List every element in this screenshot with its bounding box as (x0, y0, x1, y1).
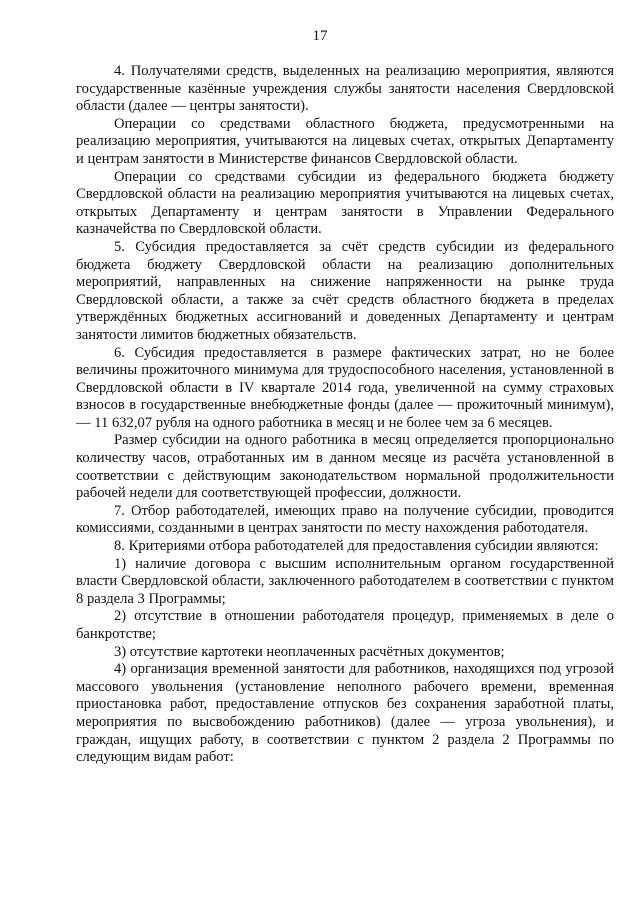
criterion-4-temporary-employment: 4) организация временной занятости для работников, находящихся под угрозой массового увольнения (установление неполного рабочего времени, временная приостановка работ, предоставление отпусков без сохранения заработной платы, мероприятия по высвобождению работников) (далее — угроза увольнения), и граждан, ищущих работу, в соответствии с пунктом 2 раздела 2 Программы по следующим видам работ: (76, 661, 614, 766)
paragraph-regional-budget-operations: Операции со средствами областного бюджета, предусмотренными на реализацию мероприятия, учитываются на лицевых счетах, открытых Департаменту и центрам занятости в Министерстве финансов Свердловской области. (76, 115, 614, 167)
paragraph-4-recipients: 4. Получателями средств, выделенных на реализацию мероприятия, являются государственные казённые учреждения службы занятости населения Свердловской области (далее — центры занятости). (76, 63, 614, 115)
page-number: 17 (312, 28, 328, 44)
document-body (76, 63, 614, 767)
paragraph-7-employer-selection: 7. Отбор работодателей, имеющих право на получение субсидии, проводится комиссиями, созданными в центрах занятости по месту нахождения работодателя. (76, 502, 614, 537)
paragraph-8-selection-criteria: 8. Критериями отбора работодателей для предоставления субсидии являются: (114, 538, 599, 555)
paragraph-federal-subsidy-operations: Операции со средствами субсидии из федерального бюджета бюджету Свердловской области на реализацию мероприятия учитываются на лицевых счетах, открытых Департаменту и центрам занятости в Управлении Федерального казначейства по Свердловской области. (76, 168, 614, 238)
paragraph-subsidy-calculation: Размер субсидии на одного работника в месяц определяется пропорционально количеству часов, отработанных им в данном месяце из расчёта установленной в соответствии с действующим законодательством нормальной продолжительности рабочей недели для соответствующей профессии, должности. (76, 432, 614, 502)
paragraph-5-subsidy-source: 5. Субсидия предоставляется за счёт средств субсидии из федерального бюджета бюджету Свердловской области на реализацию дополнительных мероприятий, направленных на снижение напряженности на рынке труда Свердловской области, а также за счёт средств областного бюджета в пределах утверждённых бюджетных ассигнований и доведенных Департаменту и центрам занятости лимитов бюджетных обязательств. (76, 238, 614, 343)
criterion-2-no-bankruptcy: 2) отсутствие в отношении работодателя процедур, применяемых в деле о банкротстве; (76, 608, 614, 642)
paragraph-6-subsidy-amount: 6. Субсидия предоставляется в размере фактических затрат, но не более величины прожиточного минимума для трудоспособного населения, установленной в Свердловской области в IV квартале 2014 года, увеличенной на сумму страховых взносов в государственные внебюджетные фонды (далее — прожиточный минимум), — 11 632,07 рубля на одного работника в месяц и не более чем за 6 месяцев. (76, 344, 614, 431)
criterion-3-no-unpaid-documents: 3) отсутствие картотеки неоплаченных расчётных документов; (114, 643, 505, 660)
criterion-1-agreement: 1) наличие договора с высшим исполнительным органом государственной власти Свердловской области, заключенного работодателем в соответствии с пунктом 8 раздела 3 Программы; (76, 555, 614, 607)
